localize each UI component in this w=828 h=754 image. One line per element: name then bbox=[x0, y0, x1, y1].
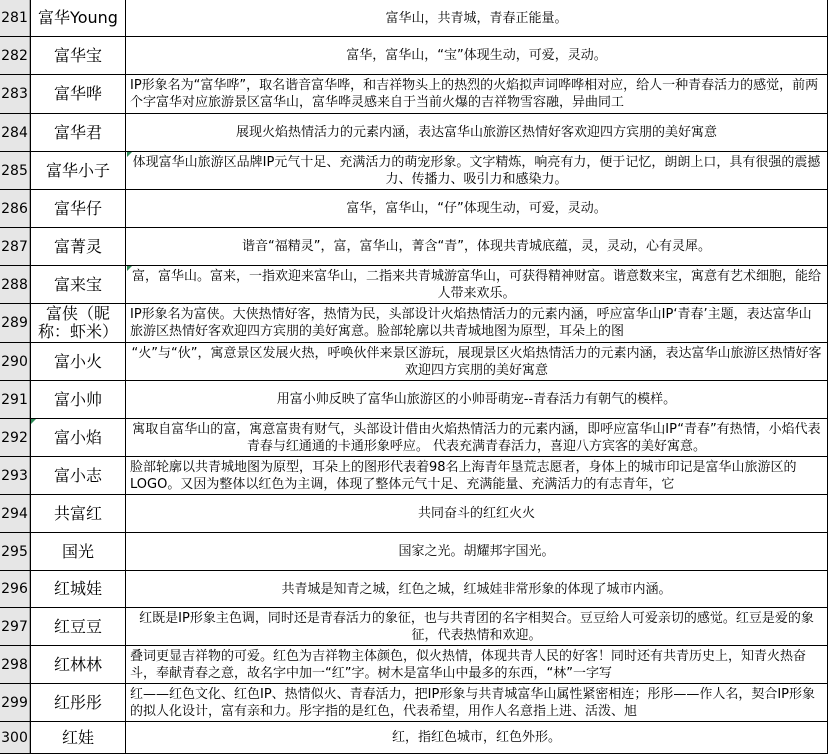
comment-marker bbox=[31, 419, 36, 424]
row-number[interactable]: 300 bbox=[0, 722, 30, 753]
table-row bbox=[0, 152, 828, 190]
description-cell[interactable]: 富华山，共青城，青春正能量。 bbox=[126, 0, 828, 36]
row-number[interactable]: 289 bbox=[0, 304, 30, 342]
row-number[interactable]: 283 bbox=[0, 75, 30, 113]
comment-marker bbox=[127, 152, 132, 157]
row-number[interactable]: 294 bbox=[0, 495, 30, 532]
table-row bbox=[0, 343, 828, 381]
row-number[interactable]: 296 bbox=[0, 571, 30, 607]
description-cell[interactable]: 用富小帅反映了富华山旅游区的小帅哥萌宠--青春活力有朝气的模样。 bbox=[126, 381, 828, 418]
name-cell[interactable]: 富华宝 bbox=[30, 37, 126, 74]
table-row bbox=[0, 684, 828, 722]
row-number[interactable]: 290 bbox=[0, 343, 30, 380]
name-cell[interactable]: 富华君 bbox=[30, 114, 126, 151]
name-cell[interactable]: 富小焰 bbox=[30, 419, 126, 456]
comment-marker bbox=[127, 266, 132, 271]
name-cell[interactable]: 富华仔 bbox=[30, 190, 126, 227]
description-cell[interactable]: “火”与“伙”，寓意景区发展火热，呼唤伙伴来景区游玩，展现景区火焰热情活力的元素内涵，表达富华山旅游区热情好客欢迎四方宾朋的美好寓意 bbox=[126, 343, 828, 380]
table-row bbox=[0, 75, 828, 114]
description-cell[interactable]: 寓取自富华山的富，寓意富贵有财气，头部设计借由火焰热情活力的元素内涵，即呼应富华山IP“青春”有热情，小焰代表青春与红通通的卡通形象呼应。 代表充满青春活力，喜迎八方宾客的美好寓意。 bbox=[126, 419, 828, 456]
name-cell[interactable]: 红城娃 bbox=[30, 571, 126, 607]
row-number[interactable]: 291 bbox=[0, 381, 30, 418]
name-cell[interactable]: 富华哗 bbox=[30, 75, 126, 113]
name-cell[interactable]: 富菁灵 bbox=[30, 228, 126, 265]
description-cell[interactable]: 共同奋斗的红红火火 bbox=[126, 495, 828, 532]
table-row bbox=[0, 608, 828, 646]
row-number[interactable]: 298 bbox=[0, 646, 30, 683]
name-cell[interactable]: 红娃 bbox=[30, 722, 126, 753]
row-number[interactable]: 292 bbox=[0, 419, 30, 456]
table-row bbox=[0, 419, 828, 457]
name-cell[interactable]: 富华Young bbox=[30, 0, 126, 36]
table-row bbox=[0, 190, 828, 228]
name-cell[interactable]: 红林林 bbox=[30, 646, 126, 683]
row-number[interactable]: 285 bbox=[0, 152, 30, 189]
name-cell[interactable]: 红彤彤 bbox=[30, 684, 126, 721]
description-cell[interactable]: 富华，富华山，“宝”体现生动，可爱，灵动。 bbox=[126, 37, 828, 74]
name-cell[interactable]: 富小帅 bbox=[30, 381, 126, 418]
description-cell[interactable]: 国家之光。胡耀邦字国光。 bbox=[126, 533, 828, 570]
name-cell[interactable]: 富小志 bbox=[30, 457, 126, 494]
description-cell[interactable]: IP形象名为富侠。大侠热情好客，热情为民，头部设计火焰热情活力的元素内涵，呼应富华山IP‘青春’主题，表达富华山旅游区热情好客欢迎四方宾朋的美好寓意。脸部轮廓以共青城地图为原型，耳朵上的图 bbox=[126, 304, 828, 342]
row-number[interactable]: 281 bbox=[0, 0, 30, 36]
table-row bbox=[0, 0, 828, 37]
table-row bbox=[0, 266, 828, 304]
table-row bbox=[0, 646, 828, 684]
description-cell[interactable]: 红，指红色城市，红色外形。 bbox=[126, 722, 828, 753]
name-cell[interactable]: 富来宝 bbox=[30, 266, 126, 303]
name-cell[interactable]: 富小火 bbox=[30, 343, 126, 380]
description-cell[interactable]: 共青城是知青之城，红色之城，红城娃非常形象的体现了城市内涵。 bbox=[126, 571, 828, 607]
table-row bbox=[0, 533, 828, 571]
description-cell[interactable]: 谐音“福精灵”，富，富华山，菁含“青”，体现共青城底蕴，灵，灵动，心有灵犀。 bbox=[126, 228, 828, 265]
table-row bbox=[0, 114, 828, 152]
name-cell[interactable]: 红豆豆 bbox=[30, 608, 126, 645]
name-cell[interactable]: 富侠（昵称：虾米） bbox=[30, 304, 126, 342]
row-number[interactable]: 299 bbox=[0, 684, 30, 721]
table-row bbox=[0, 495, 828, 533]
name-cell[interactable]: 富华小子 bbox=[30, 152, 126, 189]
name-cell[interactable]: 共富红 bbox=[30, 495, 126, 532]
description-cell[interactable]: 叠词更显吉祥物的可爱。红色为吉祥物主体颜色，似火热情，体现共青人民的好客！同时还有共青历史上，知青火热奋斗，奉献青春之意，故名字中加一“红”字。树木是富华山中最多的东西，“林”一字写 bbox=[126, 646, 828, 683]
description-cell[interactable]: 展现火焰热情活力的元素内涵，表达富华山旅游区热情好客欢迎四方宾朋的美好寓意 bbox=[126, 114, 828, 151]
description-cell[interactable]: 红——红色文化、红色IP、热情似火、青春活力，把IP形象与共青城富华山属性紧密相连；彤彤——作人名，契合IP形象的拟人化设计，富有亲和力。彤字指的是红色，代表希望，用作人名意指上进、活泼、旭 bbox=[126, 684, 828, 721]
table-row bbox=[0, 37, 828, 75]
table-row bbox=[0, 571, 828, 608]
row-number[interactable]: 284 bbox=[0, 114, 30, 151]
name-cell[interactable]: 国光 bbox=[30, 533, 126, 570]
table-row bbox=[0, 304, 828, 343]
row-number[interactable]: 293 bbox=[0, 457, 30, 494]
description-cell[interactable]: IP形象名为“富华哗”，取名谐音富华哗，和吉祥物头上的热烈的火焰拟声词哗哗相对应，给人一种青春活力的感觉，前两个字富华对应旅游景区富华山，富华哗灵感来自于当前火爆的吉祥物雪容融，异曲同工 bbox=[126, 75, 828, 113]
description-cell[interactable]: 体现富华山旅游区品牌IP元气十足、充满活力的萌宠形象。文字精炼，响亮有力，便于记忆，朗朗上口，具有很强的震撼力、传播力、吸引力和感染力。 bbox=[126, 152, 828, 189]
row-number[interactable]: 282 bbox=[0, 37, 30, 74]
row-number[interactable]: 286 bbox=[0, 190, 30, 227]
description-cell[interactable]: 富，富华山。富来，一指欢迎来富华山，二指来共青城游富华山，可获得精神财富。谐意数来宝，寓意有艺术细胞，能给人带来欢乐。 bbox=[126, 266, 828, 303]
table-row bbox=[0, 457, 828, 495]
row-number[interactable]: 295 bbox=[0, 533, 30, 570]
row-number[interactable]: 287 bbox=[0, 228, 30, 265]
description-cell[interactable]: 红既是IP形象主色调，同时还是青春活力的象征，也与共青团的名字相契合。豆豆给人可爱亲切的感觉。红豆是爱的象征，代表热情和欢迎。 bbox=[126, 608, 828, 645]
table-row bbox=[0, 722, 828, 754]
row-number[interactable]: 297 bbox=[0, 608, 30, 645]
table-row bbox=[0, 381, 828, 419]
description-cell[interactable]: 富华，富华山，“仔”体现生动，可爱，灵动。 bbox=[126, 190, 828, 227]
description-cell[interactable]: 脸部轮廓以共青城地图为原型，耳朵上的图形代表着98名上海青年垦荒志愿者，身体上的城市印记是富华山旅游区的LOGO。又因为整体以红色为主调，体现了整体元气十足、充满能量、充满活力的有志青年，它 bbox=[126, 457, 828, 494]
row-number[interactable]: 288 bbox=[0, 266, 30, 303]
table-row bbox=[0, 228, 828, 266]
